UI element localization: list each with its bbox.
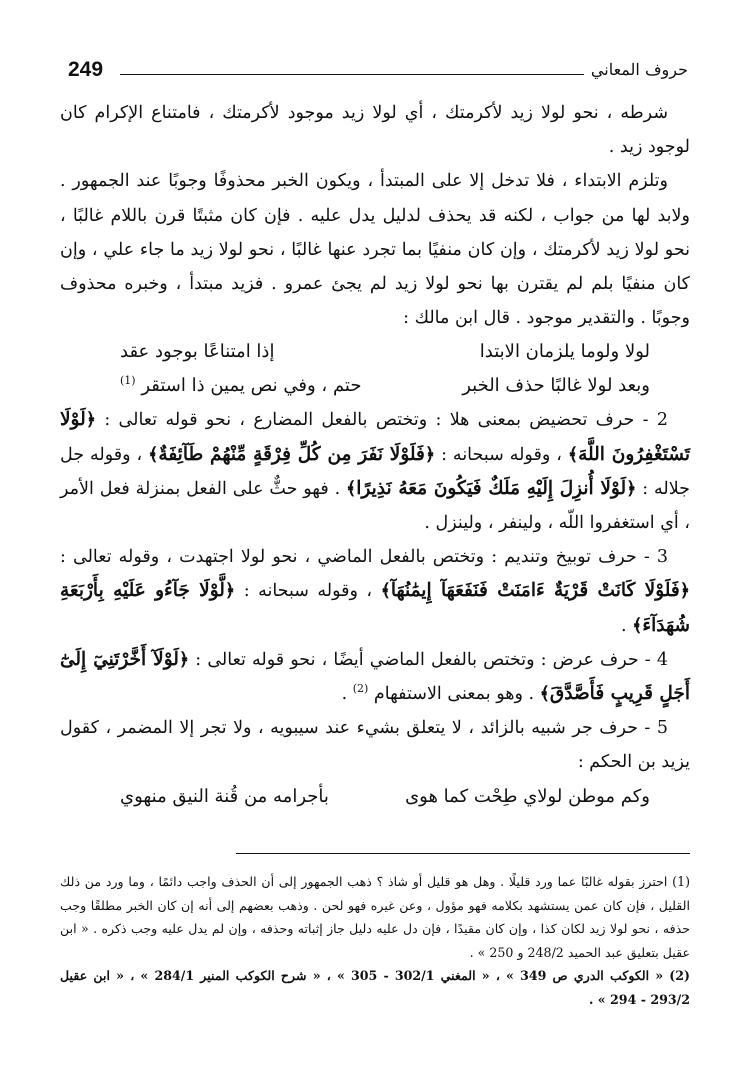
verse-1: [60, 335, 690, 369]
item-3-connector: ، وقوله سبحانه :: [243, 581, 373, 602]
ornate-bracket-open: ﴿: [224, 581, 236, 602]
footnotes: [60, 870, 690, 1011]
verse-3-second-hemistich: بأجرامه من قُنة النيق منهوي: [120, 785, 329, 807]
ornate-bracket-open: ﴿: [85, 410, 97, 431]
verse-2: [60, 369, 690, 403]
item-4-end: .: [341, 684, 348, 705]
item-3-intro: 3 - حرف توبيخ وتنديم : وتختص بالفعل الماضي ، نحو لولا اجتهدت ، وقوله تعالى :: [60, 547, 668, 568]
footnote-2-sources: (2) « الكوكب الدري ص 349 » ، « المغني 302/1 - 305 » ، « شرح الكوكب المنير 284/1 » ،: [130, 968, 691, 983]
footnote-2-last-source: « ابن عقيل 293/2 - 294 » .: [60, 968, 690, 1007]
footnote-ref-1: (1): [120, 374, 136, 388]
quran-verse: فَلَوْلَا نَفَرَ مِن كُلِّ فِرْقَةٍ مِّنْهُمْ طَآئِفَةٌ: [158, 443, 425, 465]
verse-3: [60, 780, 690, 814]
verse-1-first-hemistich: لولا ولوما يلزمان الابتدا: [479, 341, 650, 363]
item-4-tail: . وهو بمعنى الاستفهام: [373, 684, 535, 705]
page-header: [68, 58, 688, 90]
ornate-bracket-close: ﴾: [346, 478, 357, 499]
ornate-bracket-open: ﴿: [679, 581, 690, 602]
item-2-tail: . فهو حثٌّ على الفعل بمنزلة فعل الأمر ، أي استغفروا اللّه ، ولينفر ، ولينزل .: [60, 478, 690, 534]
ornate-bracket-open: ﴿: [178, 649, 190, 670]
quran-verse: فَلَوْلَا كَانَتْ قَرْيَةٌ ءَامَنَتْ فَنَفَعَهَآ إِيمَٰنُهَآ: [390, 580, 680, 602]
ornate-bracket-close: ﴾: [567, 444, 579, 465]
footnote-1: (1) احترز بقوله غالبًا عما ورد قليلًا . وهل هو قليل أو شاذ ؟ ذهب الجمهور إلى أن الحذف واجب دائمًا ، وما ورد من ذلك القليل ، فإن كان عمن يستشهد بكلامه فهو مؤول ، وعن غيره فهو لحن . وذهب بعضهم إلى أنه إن كان الخبر مطلقًا وجب حذفه ، نحو لولا زيد لكان كذا ، وإن كان مقيدًا ، فإن دل عليه دليل جاز إثباته وحذفه ، وإن لم يدل عليه وجب ذكره . « ابن عقيل بتعليق عبد الحميد 248/2 و 250 » .: [60, 874, 690, 960]
paragraph-item-2: [60, 403, 690, 540]
verse-1-second-hemistich: إذا امتناعًا بوجود عقد: [120, 341, 275, 363]
ornate-bracket-close: ﴾: [380, 581, 391, 602]
ornate-bracket-close: ﴾: [148, 444, 159, 465]
item-3-tail: .: [621, 615, 627, 636]
paragraph-item-5: 5 - حرف جر شبيه بالزائد ، لا يتعلق بشيء عند سيبويه ، ولا تجر إلا المضمر ، كقول يزيد بن الحكم :: [60, 718, 690, 773]
verse-2-first-hemistich: وبعد لولا غالبًا حذف الخبر: [462, 375, 650, 397]
quran-verse: لَّوْلَا جَآءُو عَلَيْهِ بِأَرْبَعَةِ شُهَدَآءَ: [60, 580, 690, 636]
quran-verse: لَوْلَآ أَخَّرْتَنِيٓ إِلَىٰٓ أَجَلٍ قَرِيبٍ فَأَصَّدَّقَ: [60, 648, 690, 705]
ornate-bracket-close: ﴾: [632, 615, 643, 636]
running-title: حروف المعاني: [590, 60, 688, 79]
paragraph-2: وتلزم الابتداء ، فلا تدخل إلا على المبتدأ ، ويكون الخبر محذوفًا وجوبًا عند الجمهور . ولابد لها من جواب ، لكنه قد يحذف لدليل يدل عليه . فإن كان مثبتًا قرن باللام غالبًا ، نحو لولا زيد لأكرمتك ، وإن كان منفيًا بما تجرد عنها غالبًا ، نحو لولا زيد ما جاء علي ، وإن كان منفيًا بلم لم يقترن بها نحو لولا زيد لم يجئ عمرو . فزيد مبتدأ ، وخبره محذوف وجوبًا . والتقدير موجود . قال ابن مالك :: [60, 171, 690, 329]
ornate-bracket-close: ﴾: [539, 684, 550, 705]
item-2-connector: ، وقوله سبحانه :: [441, 444, 562, 465]
item-2-intro: 2 - حرف تحضيض بمعنى هلا : وتختص بالفعل المضارع ، نحو قوله تعالى :: [104, 410, 668, 431]
ornate-bracket-open: ﴿: [424, 444, 436, 465]
paragraph-item-3: [60, 540, 690, 643]
verse-2-second-hemistich: [120, 369, 362, 403]
quran-verse: لَوْلَا أُنزِلَ إِلَيْهِ مَلَكٌ فَيَكُونَ مَعَهُ نَذِيرًا: [356, 477, 627, 499]
verse-3-first-hemistich: وكم موطن لولاي طِحْت كما هوى: [405, 785, 650, 807]
item-4-intro: 4 - حرف عرض : وتختص بالفعل الماضي أيضًا ، نحو قوله تعالى :: [195, 649, 668, 670]
ornate-bracket-open: ﴿: [626, 478, 637, 499]
quran-verse: لَوْلَا تَسْتَغْفِرُونَ اللَّهَ: [60, 409, 690, 465]
paragraph-item-4: [60, 643, 690, 711]
page-number: 249: [68, 58, 104, 81]
main-text: [60, 96, 690, 814]
verse-2-text: حتم ، وفي نص يمين ذا استقر: [141, 375, 362, 397]
paragraph-1: شرطه ، نحو لولا زيد لأكرمتك ، أي لولا زيد موجود لأكرمتك ، فامتناع الإكرام كان لوجود زيد .: [60, 103, 690, 158]
header-rule: [120, 74, 584, 75]
footnote-2: [60, 964, 690, 1011]
item-2-connector: ، وقوله جل جلاله :: [60, 444, 690, 499]
footnote-ref-2: (2): [352, 682, 369, 696]
footnote-separator: [236, 853, 690, 854]
